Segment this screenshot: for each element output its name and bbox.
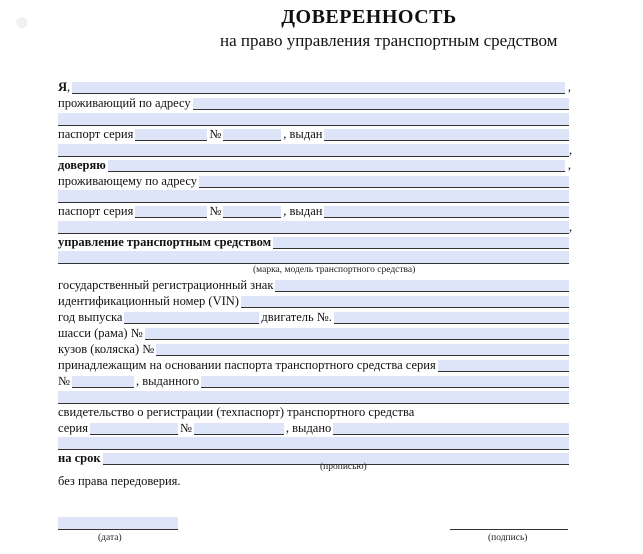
date-note: (дата) (98, 533, 122, 543)
certificate-issued-field[interactable] (333, 423, 569, 435)
year-field[interactable] (124, 312, 259, 324)
row-certificate-series: серия № , выдано (58, 420, 571, 437)
in-words-note: (прописью) (320, 462, 367, 472)
principal-passport-number-field[interactable] (223, 129, 281, 141)
row-vehicle-control (58, 234, 571, 251)
number-sign: № (209, 127, 222, 141)
principal-passport-issued-field-2[interactable] (58, 144, 569, 157)
date-field[interactable] (58, 517, 178, 530)
principal-address-field-2[interactable] (58, 113, 569, 126)
principal-passport-series-field[interactable] (135, 129, 207, 141)
row-year-engine: год выпуска двигатель №. (58, 309, 571, 326)
principal-passport-issued-field[interactable] (324, 129, 569, 141)
pts-number-field[interactable] (72, 376, 134, 388)
row-state-reg: государственный регистрационный знак (58, 277, 571, 294)
pts-issued-field[interactable] (201, 376, 569, 388)
row-principal-name: Я , , (58, 80, 571, 94)
row-body: кузов (коляска) № (58, 341, 571, 358)
document-title: ДОВЕРЕННОСТЬ (281, 6, 457, 28)
entrust-label: доверяю (58, 158, 106, 172)
agent-name-field[interactable] (108, 160, 565, 172)
make-model-note: (марка, модель транспортного средства) (253, 265, 416, 275)
row-term: на срок (58, 450, 571, 467)
agent-address-field-2[interactable] (58, 190, 569, 203)
vehicle-control-label: управление транспортным средством (58, 235, 272, 249)
row-agent-passport: паспорт серия № , выдан (58, 203, 571, 220)
lives-dative-label: проживающему по адресу (58, 174, 198, 188)
lives-label: проживающий по адресу (58, 96, 191, 110)
principal-address-field[interactable] (193, 98, 569, 110)
pts-issued-field-2[interactable] (58, 391, 569, 404)
row-agent-name: доверяю , (58, 158, 571, 172)
passport-series-label: паспорт серия (58, 127, 134, 141)
agent-passport-series-field[interactable] (135, 206, 207, 218)
body-field[interactable] (156, 344, 569, 356)
vehicle-make-field-2[interactable] (58, 251, 569, 264)
state-reg-field[interactable] (275, 280, 569, 292)
row-vin: идентификационный номер (VIN) (58, 293, 571, 310)
issued-label: , выдан (283, 127, 323, 141)
row-agent-address (58, 173, 571, 190)
agent-passport-number-field[interactable] (223, 206, 281, 218)
agent-address-field[interactable] (199, 176, 569, 188)
pts-series-field[interactable] (438, 360, 569, 372)
no-subdelegation-text: без права передоверия. (58, 474, 181, 488)
row-pts-number: № , выданного (58, 373, 571, 390)
certificate-issued-field-2[interactable] (58, 437, 569, 450)
chassis-field[interactable] (145, 328, 569, 340)
engine-field[interactable] (334, 312, 569, 324)
row-certificate: свидетельство о регистрации (техпаспорт) транспортного средства (58, 405, 415, 419)
row-principal-address (58, 95, 571, 112)
vin-field[interactable] (241, 296, 569, 308)
i-label: Я (58, 80, 68, 94)
signature-note: (подпись) (488, 533, 528, 543)
certificate-number-field[interactable] (194, 423, 284, 435)
row-principal-passport (58, 126, 571, 143)
agent-passport-issued-field[interactable] (324, 206, 569, 218)
vehicle-make-field[interactable] (273, 237, 569, 249)
principal-name-field[interactable] (72, 82, 565, 94)
row-owned: принадлежащим на основании паспорта транспортного средства серия (58, 357, 571, 374)
row-chassis: шасси (рама) № (58, 325, 571, 342)
watermark-logo: ● (14, 6, 31, 36)
agent-passport-issued-field-2[interactable] (58, 221, 569, 234)
signature-line[interactable] (450, 529, 568, 530)
certificate-series-field[interactable] (90, 423, 178, 435)
document-subtitle: на право управления транспортным средством (220, 31, 558, 50)
